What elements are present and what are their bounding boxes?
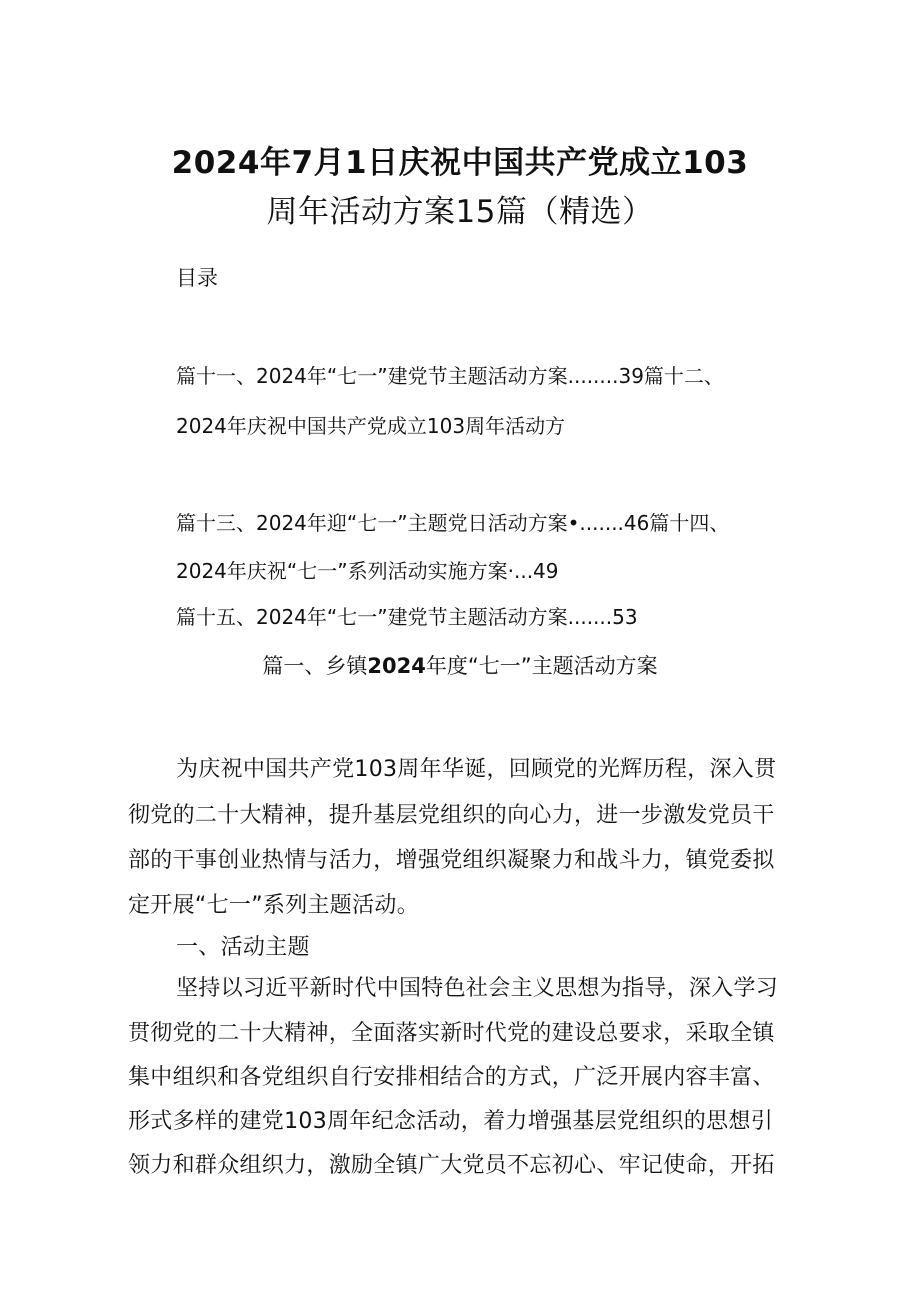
section-title-suffix: 年度“七一”主题活动方案 xyxy=(425,654,658,678)
paragraph-line: 为庆祝中国共产党103周年华诞，回顾党的光辉历程，深入贯 xyxy=(176,757,777,782)
toc-entry: 篇十五、2024年“七一”建党节主题活动方案.......53 xyxy=(176,605,638,629)
paragraph-line: 领力和群众组织力，激励全镇广大党员不忘初心、牢记使命，开拓 xyxy=(128,1153,775,1178)
paragraph-line: 集中组织和各党组织自行安排相结合的方式，广泛开展内容丰富、 xyxy=(128,1065,775,1090)
paragraph-line: 部的干事创业热情与活力，增强党组织凝聚力和战斗力，镇党委拟 xyxy=(128,848,775,873)
toc-entry: 2024年庆祝“七一”系列活动实施方案·...49 xyxy=(176,559,559,583)
paragraph-line: 彻党的二十大精神，提升基层党组织的向心力，进一步激发党员干 xyxy=(128,803,775,828)
toc-entry: 篇十三、2024年迎“七一”主题党日活动方案•.......46篇十四、 xyxy=(176,511,730,535)
toc-entry: 篇十一、2024年“七一”建党节主题活动方案........39篇十二、 xyxy=(176,364,724,388)
paragraph-line: 贯彻党的二十大精神，全面落实新时代党的建设总要求，采取全镇 xyxy=(128,1021,775,1046)
paragraph-line: 坚持以习近平新时代中国特色社会主义思想为指导，深入学习 xyxy=(176,976,779,1001)
toc-heading: 目录 xyxy=(176,266,218,290)
paragraph-line: 定开展“七一”系列主题活动。 xyxy=(128,893,419,918)
subheading-activity-theme: 一、活动主题 xyxy=(176,935,310,960)
section-title-prefix: 篇一、乡镇 xyxy=(262,654,368,678)
document-title-line-2: 周年活动方案15篇（精选） xyxy=(266,194,654,230)
section-title xyxy=(0,650,920,680)
toc-entry: 2024年庆祝中国共产党成立103周年活动方 xyxy=(176,414,566,438)
paragraph-line: 形式多样的建党103周年纪念活动，着力增强基层党组织的思想引 xyxy=(128,1109,773,1134)
section-title-year: 2024 xyxy=(367,654,426,678)
document-title-line-1: 2024年7月1日庆祝中国共产党成立103 xyxy=(171,145,749,181)
